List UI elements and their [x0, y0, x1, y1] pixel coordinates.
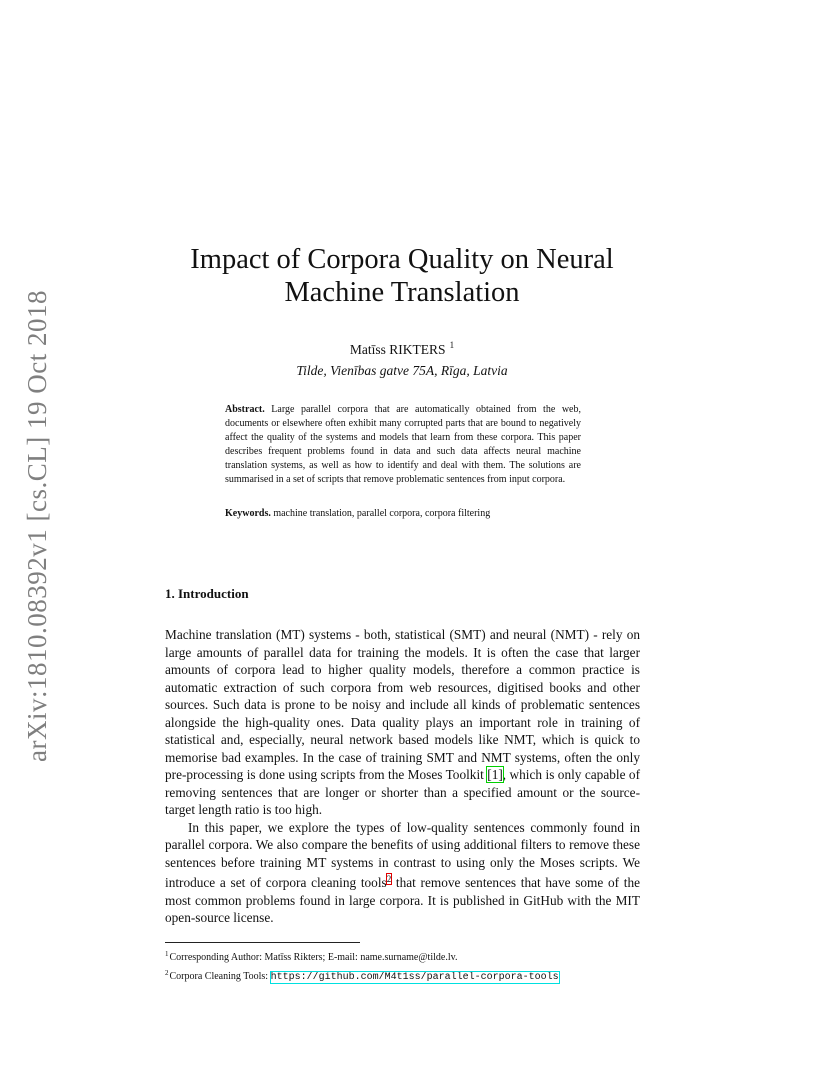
footnote-1-text: Corresponding Author: Matīss Rikters; E-mail: name.surname@tilde.lv. — [169, 952, 458, 963]
footnotes — [165, 947, 635, 985]
footnote-2 — [165, 966, 635, 986]
author-name: Matīss RIKTERS — [349, 342, 446, 357]
paragraph-1-text-a: Machine translation (MT) systems - both, statistical (SMT) and neural (NMT) - rely on large amounts of parallel data for training the models. It is often the case that larger amounts of corpora lead to higher quality models, therefore a common practice is automatic extraction of such corpora from web resources, digitised books and other sources. Such data is prone to be noisy and include all kinds of problematic sentences alongside the high-quality ones. Data quality plays an important role in training of statistical and, especially, neural network based models like NMT, which is quick to memorise bad examples. In the case of training SMT and NMT systems, often the only pre-processing is done using scripts from the Moses Toolkit — [165, 627, 640, 782]
citation-link-1[interactable]: [1] — [487, 767, 503, 782]
author — [100, 340, 704, 358]
title-line-1: Impact of Corpora Quality on Neural — [190, 244, 614, 275]
arxiv-identifier-stamp: arXiv:1810.08392v1 [cs.CL] 19 Oct 2018 — [22, 290, 52, 762]
footnote-1 — [165, 947, 635, 966]
section-heading-introduction: 1. Introduction — [165, 586, 249, 601]
paragraph-2-text-b: that remove sentences that have some of the most common problems found in large corpora. It is published in GitHub with the MIT open-source license. — [165, 875, 640, 925]
paragraph-2 — [165, 819, 640, 927]
keywords-label: Keywords. — [225, 508, 271, 519]
abstract-label: Abstract. — [225, 404, 265, 415]
paragraph-1 — [165, 626, 640, 819]
author-footnote-mark: 1 — [449, 340, 455, 350]
affiliation: Tilde, Vienības gatve 75A, Rīga, Latvia — [296, 363, 508, 378]
abstract — [225, 403, 581, 487]
footnote-1-mark: 1 — [165, 950, 169, 958]
footnote-2-mark: 2 — [165, 968, 169, 977]
keywords-text: machine translation, parallel corpora, corpora filtering — [273, 508, 491, 519]
introduction-body — [165, 626, 640, 927]
paragraph-1-text-b: , which is only capable of removing sentences that are longer or shorter than a specified amount or the source-target length ratio is too high. — [165, 767, 640, 817]
abstract-text: Large parallel corpora that are automatically obtained from the web, documents or elsewhere often exhibit many corrupted parts that are bound to negatively affect the quality of the systems and models that learn from these corpora. This paper describes frequent problems found in data and such data affects neural machine translation systems, as well as how to identify and deal with them. The solutions are summarised in a set of scripts that remove problematic sentences from input corpora. — [225, 404, 581, 485]
github-url-link[interactable]: https://github.com/M4t1ss/parallel-corpora-tools — [270, 971, 559, 983]
keywords — [225, 508, 581, 519]
footnote-divider — [165, 942, 360, 943]
paper-title — [100, 243, 704, 309]
title-line-2: Machine Translation — [284, 277, 520, 308]
footnote-2-text: Corpora Cleaning Tools: — [169, 970, 271, 982]
paragraph-2-text-a: In this paper, we explore the types of low-quality sentences commonly found in parallel corpora. We also compare the benefits of using additional filters to remove these sentences before training MT systems in contrast to using only the Moses scripts. We introduce a set of corpora cleaning tools — [165, 819, 640, 890]
footnote-ref-2-link[interactable]: 2 — [386, 874, 392, 884]
